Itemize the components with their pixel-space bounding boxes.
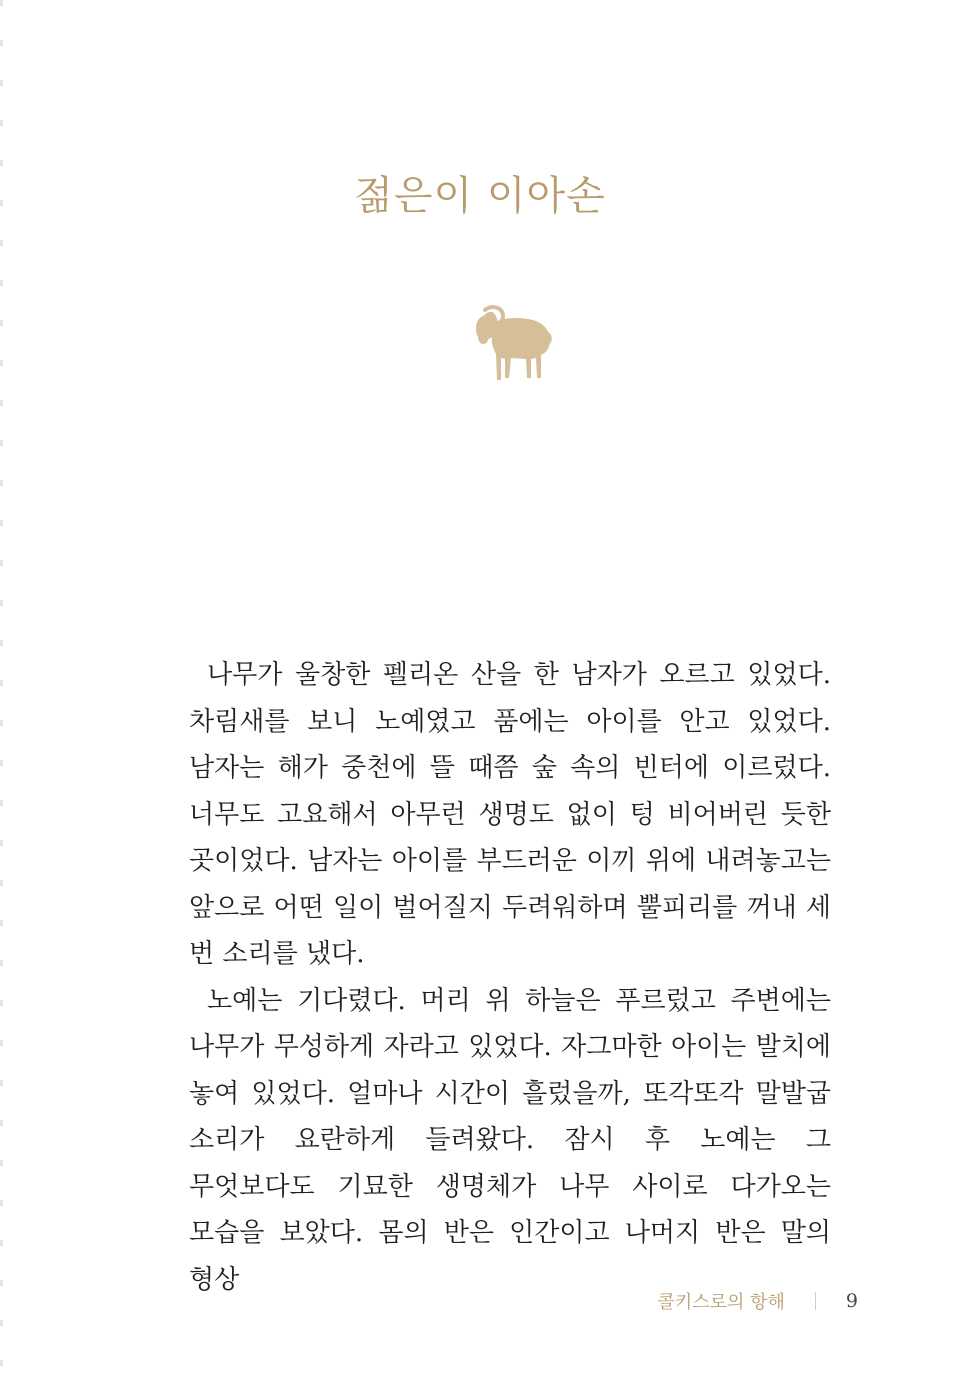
paragraph: 나무가 울창한 펠리온 산을 한 남자가 오르고 있었다. 차림새를 보니 노예였고 품에는 아이를 안고 있었다. 남자는 해가 중천에 뜰 때쯤 숲 속의 빈터에 이르렀다. 너무도 고요해서 아무런 생명도 없이 텅 비어버린 듯한 곳이었다. 남자는 아이를 부드러운 이끼 위에 내려놓고는 앞으로 어떤 일이 벌어질지 두려워하며 뿔피리를 꺼내 세 번 소리를 냈다. [189, 660, 831, 969]
chapter-title: 젊은이 이아손 [354, 173, 606, 219]
page-footer [657, 1288, 858, 1314]
ram-icon [471, 296, 553, 384]
page-number: 9 [845, 1290, 858, 1312]
running-head: 콜키스로의 항해 [657, 1292, 785, 1313]
footer-divider [815, 1292, 816, 1310]
body-text [189, 652, 831, 1303]
paragraph: 노예는 기다렸다. 머리 위 하늘은 푸르렀고 주변에는 나무가 무성하게 자라고 있었다. 자그마한 아이는 발치에 놓여 있었다. 얼마나 시간이 흘렀을까, 또각또각 말발굽 소리가 요란하게 들려왔다. 잠시 후 노예는 그 무엇보다도 기묘한 생명체가 나무 사이로 다가오는 모습을 보았다. 몸의 반은 인간이고 나머지 반은 말의 형상 [189, 985, 831, 1295]
